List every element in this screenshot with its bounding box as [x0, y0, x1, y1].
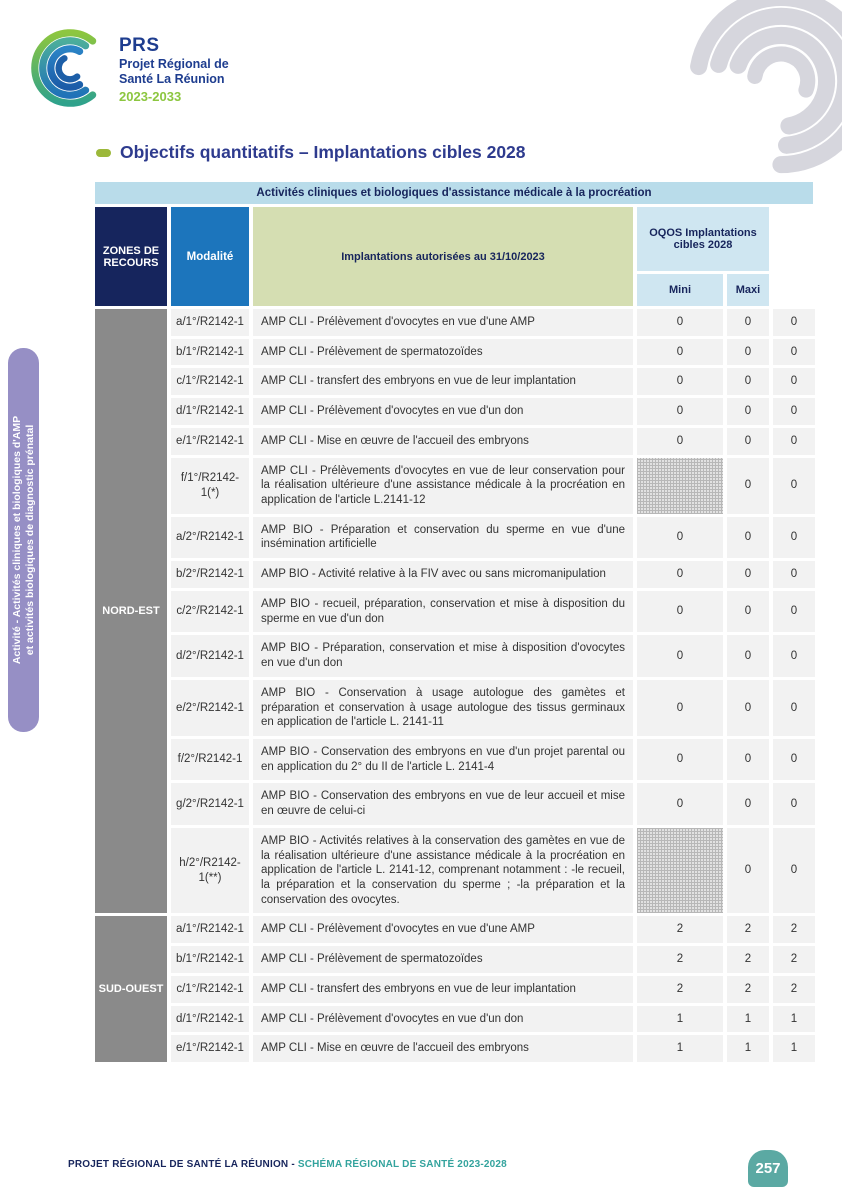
mini-value: 0 — [727, 828, 769, 914]
authorized-value: 0 — [637, 561, 723, 588]
authorized-value: 0 — [637, 680, 723, 736]
mini-value: 0 — [727, 309, 769, 336]
mini-value: 0 — [727, 517, 769, 558]
authorized-value: 2 — [637, 946, 723, 973]
modality-label: AMP CLI - transfert des embryons en vue de leur implantation — [253, 368, 633, 395]
table-row — [95, 368, 815, 395]
header-zones-de-recours: ZONES DE RECOURS — [95, 207, 167, 306]
modality-label: AMP CLI - transfert des embryons en vue de leur implantation — [253, 976, 633, 1003]
modality-code: b/1°/R2142-1 — [171, 339, 249, 366]
authorized-value: 2 — [637, 916, 723, 943]
modality-label: AMP BIO - recueil, préparation, conservation et mise à disposition du sperme en vue d'un don — [253, 591, 633, 632]
modality-code: f/1°/R2142-1(*) — [171, 458, 249, 514]
modality-label: AMP BIO - Préparation et conservation du sperme en vue d'une insémination artificielle — [253, 517, 633, 558]
zone-cell: SUD-OUEST — [95, 916, 167, 1062]
authorized-value: 0 — [637, 517, 723, 558]
modality-label: AMP BIO - Conservation à usage autologue des gamètes et préparation et conservation à usage autologue des tissus germinaux en application de l'article L. 2141-11 — [253, 680, 633, 736]
maxi-value: 0 — [773, 680, 815, 736]
mini-value: 0 — [727, 739, 769, 780]
mini-value: 0 — [727, 680, 769, 736]
authorized-value: 0 — [637, 309, 723, 336]
authorized-value: 0 — [637, 635, 723, 676]
maxi-value: 0 — [773, 428, 815, 455]
footer-title: PROJET RÉGIONAL DE SANTÉ LA RÉUNION - — [68, 1159, 298, 1170]
maxi-value: 0 — [773, 635, 815, 676]
logo-years: 2023-2033 — [119, 88, 182, 104]
modality-code: c/1°/R2142-1 — [171, 368, 249, 395]
authorized-value: 0 — [637, 591, 723, 632]
modality-code: e/2°/R2142-1 — [171, 680, 249, 736]
maxi-value: 0 — [773, 339, 815, 366]
modality-code: b/1°/R2142-1 — [171, 946, 249, 973]
maxi-value: 2 — [773, 946, 815, 973]
table-row — [95, 783, 815, 824]
modality-code: b/2°/R2142-1 — [171, 561, 249, 588]
modality-code: a/1°/R2142-1 — [171, 916, 249, 943]
modality-code: e/1°/R2142-1 — [171, 1035, 249, 1062]
maxi-value: 2 — [773, 976, 815, 1003]
modality-code: h/2°/R2142-1(**) — [171, 828, 249, 914]
mini-value: 0 — [727, 783, 769, 824]
mini-value: 2 — [727, 916, 769, 943]
authorized-value: 0 — [637, 339, 723, 366]
authorized-value — [637, 458, 723, 514]
modality-code: f/2°/R2142-1 — [171, 739, 249, 780]
mini-value: 0 — [727, 398, 769, 425]
maxi-value: 0 — [773, 368, 815, 395]
maxi-value: 0 — [773, 783, 815, 824]
zone-cell: NORD-EST — [95, 309, 167, 913]
prs-logo-icon — [30, 26, 110, 110]
table-row — [95, 739, 815, 780]
side-tab-line2: et activités biologiques de diagnostic prénatal — [23, 424, 36, 656]
table-banner: Activités cliniques et biologiques d'assistance médicale à la procréation — [95, 182, 813, 204]
modality-label: AMP CLI - Prélèvements d'ovocytes en vue de leur conservation pour la réalisation ultérieure d'une assistance médicale à la procréation en application de l'article L.2141-12 — [253, 458, 633, 514]
modality-code: g/2°/R2142-1 — [171, 783, 249, 824]
mini-value: 1 — [727, 1035, 769, 1062]
modality-label: AMP BIO - Activité relative à la FIV avec ou sans micromanipulation — [253, 561, 633, 588]
table-row — [95, 398, 815, 425]
table-row — [95, 458, 815, 514]
logo-acronym: PRS — [119, 35, 160, 56]
maxi-value: 1 — [773, 1006, 815, 1033]
mini-value: 0 — [727, 561, 769, 588]
maxi-value: 0 — [773, 591, 815, 632]
modality-label: AMP CLI - Prélèvement d'ovocytes en vue d'une AMP — [253, 309, 633, 336]
prs-logo — [30, 26, 229, 110]
modality-label: AMP CLI - Prélèvement de spermatozoïdes — [253, 339, 633, 366]
section-side-tab — [8, 348, 39, 732]
logo-text — [119, 35, 229, 104]
modality-label: AMP CLI - Prélèvement d'ovocytes en vue d'un don — [253, 1006, 633, 1033]
maxi-value: 1 — [773, 1035, 815, 1062]
table-row — [95, 339, 815, 366]
modality-code: d/1°/R2142-1 — [171, 398, 249, 425]
mini-value: 0 — [727, 635, 769, 676]
page-title-row — [96, 142, 526, 163]
modality-label: AMP CLI - Prélèvement d'ovocytes en vue d'une AMP — [253, 916, 633, 943]
table-container — [95, 182, 813, 1065]
authorized-value: 0 — [637, 428, 723, 455]
authorized-value: 1 — [637, 1035, 723, 1062]
table-row — [95, 309, 815, 336]
mini-value: 0 — [727, 428, 769, 455]
table-row — [95, 517, 815, 558]
mini-value: 0 — [727, 458, 769, 514]
side-tab-text — [10, 348, 36, 732]
maxi-value: 0 — [773, 458, 815, 514]
table-row — [95, 916, 815, 943]
footer — [68, 1159, 507, 1170]
maxi-value: 0 — [773, 398, 815, 425]
authorized-value: 0 — [637, 783, 723, 824]
mini-value: 0 — [727, 339, 769, 366]
side-tab-line1: Activité - Activités cliniques et biologiques d'AMP — [10, 415, 23, 665]
mini-value: 0 — [727, 591, 769, 632]
authorized-value: 2 — [637, 976, 723, 1003]
authorized-value — [637, 828, 723, 914]
page-title: Objectifs quantitatifs – Implantations cibles 2028 — [120, 142, 526, 162]
logo-line1: Projet Régional de — [119, 57, 229, 71]
modality-code: a/1°/R2142-1 — [171, 309, 249, 336]
authorized-value: 0 — [637, 368, 723, 395]
page-number: 257 — [755, 1160, 781, 1177]
table-row — [95, 635, 815, 676]
maxi-value: 0 — [773, 309, 815, 336]
mini-value: 0 — [727, 368, 769, 395]
header-maxi: Maxi — [727, 274, 769, 306]
maxi-value: 0 — [773, 739, 815, 780]
table-row — [95, 946, 815, 973]
mini-value: 1 — [727, 1006, 769, 1033]
modality-label: AMP BIO - Préparation, conservation et mise à disposition d'ovocytes en vue d'un don — [253, 635, 633, 676]
modality-code: d/1°/R2142-1 — [171, 1006, 249, 1033]
table-row — [95, 1006, 815, 1033]
title-bullet-icon — [96, 149, 111, 157]
modality-label: AMP BIO - Conservation des embryons en vue d'un projet parental ou en application du 2° du II de l'article L. 2141-4 — [253, 739, 633, 780]
maxi-value: 2 — [773, 916, 815, 943]
modality-label: AMP CLI - Mise en œuvre de l'accueil des embryons — [253, 1035, 633, 1062]
authorized-value: 0 — [637, 739, 723, 780]
header-modalite: Modalité — [171, 207, 249, 306]
table-row — [95, 828, 815, 914]
table-row — [95, 561, 815, 588]
modality-label: AMP CLI - Mise en œuvre de l'accueil des embryons — [253, 428, 633, 455]
authorized-value: 0 — [637, 398, 723, 425]
table-row — [95, 1035, 815, 1062]
table-row — [95, 591, 815, 632]
modality-label: AMP CLI - Prélèvement de spermatozoïdes — [253, 946, 633, 973]
header-oqos-cibles-2028: OQOS Implantations cibles 2028 — [637, 207, 769, 271]
page-number-badge — [748, 1150, 788, 1187]
modality-code: c/1°/R2142-1 — [171, 976, 249, 1003]
table-row — [95, 976, 815, 1003]
modality-label: AMP BIO - Activités relatives à la conservation des gamètes en vue de la réalisation ultérieure d'une assistance médicale à la procréation en application de l'article L. 2141-12, comprenant notamment : -le recueil, la préparation et la conservation du sperme ; -la préparation et la conservation des ovocytes. — [253, 828, 633, 914]
table-body — [95, 309, 815, 1062]
footer-subtitle: SCHÉMA RÉGIONAL DE SANTÉ 2023-2028 — [297, 1159, 507, 1170]
logo-line2: Santé La Réunion — [119, 72, 225, 87]
table-row — [95, 680, 815, 736]
mini-value: 2 — [727, 946, 769, 973]
table-row — [95, 428, 815, 455]
modality-code: a/2°/R2142-1 — [171, 517, 249, 558]
maxi-value: 0 — [773, 517, 815, 558]
modality-code: e/1°/R2142-1 — [171, 428, 249, 455]
maxi-value: 0 — [773, 828, 815, 914]
modality-code: d/2°/R2142-1 — [171, 635, 249, 676]
mini-value: 2 — [727, 976, 769, 1003]
authorized-value: 1 — [637, 1006, 723, 1033]
maxi-value: 0 — [773, 561, 815, 588]
implantations-table — [91, 204, 819, 1065]
modality-code: c/2°/R2142-1 — [171, 591, 249, 632]
header-implantations-autorisees: Implantations autorisées au 31/10/2023 — [253, 207, 633, 306]
modality-label: AMP CLI - Prélèvement d'ovocytes en vue d'un don — [253, 398, 633, 425]
modality-label: AMP BIO - Conservation des embryons en vue de leur accueil et mise en œuvre de celui-ci — [253, 783, 633, 824]
header-mini: Mini — [637, 274, 723, 306]
